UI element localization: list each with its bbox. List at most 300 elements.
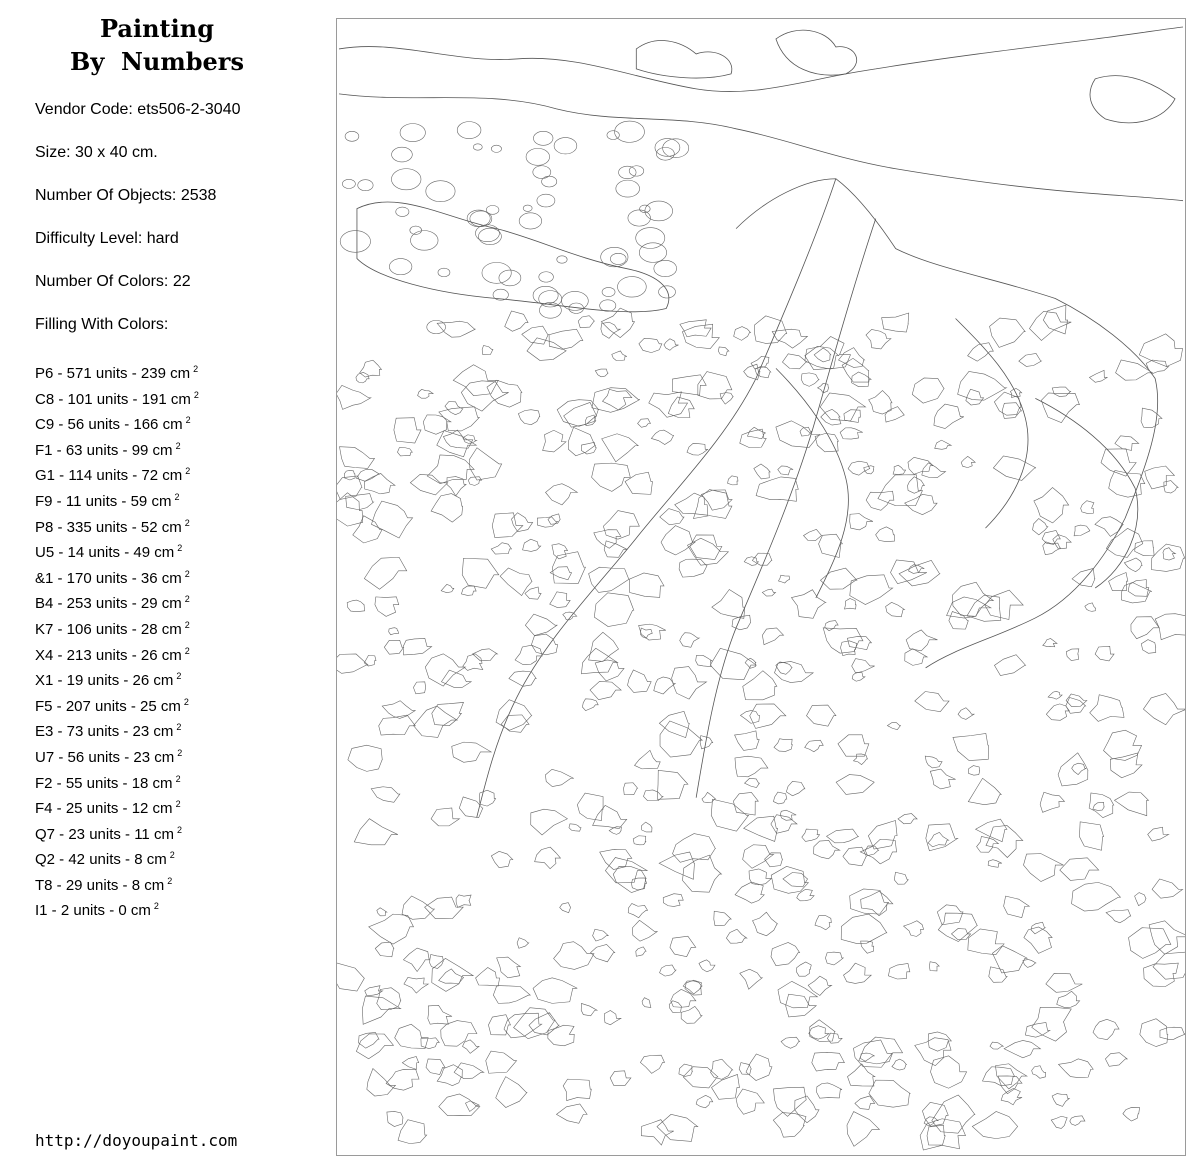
region-outline — [815, 916, 831, 930]
region-outline — [602, 287, 615, 296]
region-outline — [839, 348, 865, 368]
region-outline — [754, 464, 770, 479]
region-outline — [791, 590, 825, 619]
region-outline — [615, 121, 645, 142]
region-outline — [563, 1079, 591, 1100]
region-outline — [736, 1089, 764, 1114]
website-link[interactable]: http://doyoupaint.com — [35, 1131, 238, 1150]
region-outline — [478, 228, 501, 244]
region-outline — [735, 756, 768, 777]
region-outline — [1029, 311, 1071, 340]
objects-count: Number Of Objects: 2538 — [35, 187, 217, 204]
region-outline — [411, 231, 439, 251]
region-outline — [625, 472, 652, 494]
region-outline — [439, 1094, 480, 1116]
region-outline — [786, 994, 817, 1017]
region-outline — [371, 501, 412, 538]
region-outline — [968, 929, 1004, 955]
vendor-code: Vendor Code: ets506-2-3040 — [35, 101, 241, 118]
region-outline — [391, 169, 421, 190]
region-outline — [968, 343, 994, 361]
region-outline — [1079, 822, 1103, 850]
region-outline — [968, 778, 1001, 804]
region-outline — [1040, 792, 1064, 812]
region-outline — [499, 270, 521, 286]
color-entry — [35, 385, 199, 411]
color-entry-text: F5 - 207 units - 25 cm — [35, 697, 181, 715]
region-outline — [367, 1069, 396, 1096]
region-outline — [453, 365, 498, 396]
region-outline — [402, 896, 434, 919]
page-title — [62, 12, 252, 78]
square-superscript: 2 — [184, 645, 190, 656]
region-outline — [670, 936, 696, 956]
color-entry — [35, 538, 199, 564]
region-outline — [560, 903, 571, 913]
region-outline — [624, 783, 638, 795]
region-outline — [379, 715, 416, 735]
filling-header: Filling With Colors: — [35, 316, 169, 333]
region-outline — [492, 513, 523, 538]
region-outline — [735, 731, 760, 751]
region-outline — [493, 986, 530, 1004]
region-outline — [421, 1038, 439, 1049]
region-outline — [967, 595, 1001, 621]
region-outline — [395, 1024, 429, 1048]
color-entry — [35, 436, 199, 462]
region-outline — [452, 742, 491, 762]
square-superscript: 2 — [176, 824, 182, 835]
color-entry — [35, 794, 199, 820]
region-outline — [526, 148, 550, 165]
region-outline — [1145, 466, 1175, 489]
region-outline — [533, 166, 551, 179]
region-outline — [1043, 305, 1067, 334]
region-outline — [843, 847, 867, 866]
region-outline — [800, 427, 812, 436]
region-outline — [1131, 617, 1159, 639]
region-outline — [898, 814, 917, 824]
region-outline — [602, 389, 631, 410]
region-outline — [396, 207, 409, 216]
region-outline — [681, 1006, 702, 1023]
mountain-contour — [956, 318, 1028, 528]
region-outline — [836, 775, 874, 795]
region-outline — [743, 845, 774, 869]
region-outline — [744, 557, 758, 566]
region-outline — [926, 824, 958, 851]
region-outline — [780, 810, 796, 820]
region-outline — [887, 723, 900, 730]
region-outline — [1114, 792, 1148, 816]
region-outline — [869, 1080, 910, 1107]
region-outline — [672, 667, 707, 700]
region-outline — [469, 448, 501, 480]
color-entry-text: Q2 - 42 units - 8 cm — [35, 851, 167, 869]
region-outline — [1121, 582, 1152, 603]
region-outline — [664, 339, 679, 351]
mountain-contour — [1035, 398, 1137, 588]
region-outline — [762, 628, 783, 645]
region-outline — [850, 889, 889, 914]
region-outline — [1043, 639, 1057, 647]
square-superscript: 2 — [185, 415, 191, 426]
cloud-contour — [357, 202, 669, 312]
region-outline — [462, 558, 499, 588]
region-outline — [922, 463, 946, 478]
region-outline — [1115, 436, 1139, 451]
square-superscript: 2 — [193, 364, 199, 374]
region-outline — [1089, 793, 1114, 818]
region-outline — [590, 681, 621, 699]
region-outline — [659, 711, 689, 737]
region-outline — [710, 648, 756, 679]
region-outline — [531, 809, 568, 835]
region-outline — [1004, 1040, 1040, 1057]
region-outline — [744, 364, 760, 380]
region-outline — [711, 799, 748, 831]
region-outline — [934, 404, 964, 428]
region-outline — [522, 326, 549, 344]
region-outline — [827, 829, 859, 843]
square-superscript: 2 — [169, 850, 175, 861]
region-outline — [364, 655, 376, 666]
region-outline — [1058, 1059, 1093, 1078]
region-outline — [375, 597, 399, 617]
cloud-contour — [1090, 76, 1175, 123]
region-outline — [1089, 370, 1107, 382]
region-outline — [756, 477, 798, 501]
outline-artwork — [337, 19, 1185, 1155]
region-outline — [1085, 603, 1096, 611]
region-outline — [771, 866, 808, 893]
region-outline — [1155, 614, 1185, 640]
region-outline — [425, 897, 464, 919]
region-outline — [387, 1111, 403, 1126]
region-outline — [1103, 730, 1141, 760]
region-outline — [554, 138, 577, 154]
region-outline — [356, 1034, 393, 1059]
region-outline — [937, 905, 963, 925]
region-outline — [947, 597, 991, 618]
region-outline — [582, 699, 598, 711]
color-entry — [35, 769, 199, 795]
region-outline — [557, 256, 567, 263]
region-outline — [773, 1113, 806, 1138]
square-superscript: 2 — [184, 594, 190, 605]
color-entry-text: &1 - 170 units - 36 cm — [35, 569, 182, 587]
region-outline — [505, 311, 528, 331]
region-outline — [894, 872, 908, 884]
region-outline — [865, 846, 878, 856]
region-outline — [463, 654, 483, 671]
region-outline — [563, 612, 577, 620]
region-outline — [1052, 387, 1070, 396]
region-outline — [750, 704, 786, 729]
region-outline — [795, 1096, 819, 1123]
region-outline — [825, 952, 843, 965]
region-outline — [659, 852, 694, 879]
region-outline — [797, 889, 814, 901]
square-superscript: 2 — [177, 747, 183, 758]
square-superscript: 2 — [193, 389, 199, 400]
region-outline — [603, 511, 639, 540]
color-entry — [35, 513, 199, 539]
region-outline — [428, 1005, 452, 1024]
region-outline — [525, 587, 541, 599]
region-outline — [1095, 517, 1123, 537]
region-outline — [578, 316, 594, 328]
region-outline — [354, 819, 398, 845]
mountain-contour — [736, 179, 1158, 668]
region-outline — [773, 792, 786, 804]
region-outline — [400, 124, 425, 142]
region-outline — [755, 316, 787, 344]
region-outline — [344, 470, 355, 480]
region-outline — [1070, 1116, 1085, 1126]
region-outline — [990, 1042, 1003, 1049]
region-outline — [543, 430, 566, 452]
region-outline — [1058, 753, 1088, 786]
region-outline — [840, 428, 863, 439]
region-outline — [439, 407, 480, 431]
square-superscript: 2 — [175, 773, 181, 784]
region-outline — [853, 754, 867, 765]
region-outline — [482, 345, 493, 354]
region-outline — [732, 615, 751, 630]
region-outline — [463, 435, 477, 444]
cloud-contour — [776, 30, 857, 75]
region-outline — [842, 358, 869, 382]
region-outline — [852, 659, 875, 674]
region-outline — [805, 740, 824, 751]
region-outline — [548, 1025, 574, 1046]
region-outline — [949, 612, 968, 630]
region-outline — [639, 624, 666, 640]
region-outline — [382, 701, 415, 719]
region-outline — [1057, 991, 1080, 1007]
region-outline — [425, 654, 465, 686]
region-outline — [850, 514, 873, 530]
region-outline — [577, 793, 603, 820]
title-line-2: By Numbers — [70, 47, 244, 76]
region-outline — [1135, 541, 1154, 556]
region-outline — [569, 824, 581, 831]
region-outline — [932, 1095, 975, 1133]
region-outline — [852, 372, 871, 387]
region-outline — [515, 645, 542, 664]
region-outline — [753, 912, 778, 936]
region-outline — [1041, 393, 1079, 423]
region-outline — [1072, 882, 1121, 911]
region-outline — [591, 944, 615, 961]
region-outline — [744, 816, 778, 841]
region-outline — [456, 895, 471, 908]
region-outline — [636, 947, 646, 956]
color-entry-text: G1 - 114 units - 72 cm — [35, 467, 183, 485]
region-outline — [454, 1063, 484, 1079]
region-outline — [642, 822, 652, 832]
region-outline — [445, 402, 463, 415]
region-outline — [356, 372, 369, 382]
region-outline — [1051, 1116, 1067, 1128]
region-outline — [696, 1095, 713, 1107]
square-superscript: 2 — [185, 466, 191, 477]
region-outline — [663, 139, 689, 158]
region-outline — [369, 914, 414, 944]
region-outline — [989, 967, 1007, 982]
region-outline — [641, 628, 653, 638]
region-outline — [482, 262, 511, 283]
cloud-contour — [339, 94, 1183, 201]
region-outline — [961, 456, 975, 467]
region-outline — [882, 313, 909, 332]
region-outline — [1123, 1107, 1140, 1121]
region-outline — [859, 1037, 903, 1064]
color-list — [35, 359, 199, 922]
region-outline — [535, 847, 561, 869]
region-outline — [537, 517, 557, 527]
square-superscript: 2 — [153, 901, 159, 912]
color-entry — [35, 743, 199, 769]
region-outline — [1135, 893, 1146, 906]
color-entry-text: P8 - 335 units - 52 cm — [35, 518, 182, 536]
region-outline — [893, 465, 905, 474]
region-outline — [589, 632, 619, 661]
region-outline — [461, 381, 508, 411]
region-outline — [778, 981, 818, 1008]
square-superscript: 2 — [167, 875, 173, 886]
region-outline — [468, 477, 481, 486]
region-outline — [1052, 1094, 1069, 1107]
region-outline — [437, 321, 475, 337]
region-outline — [972, 1111, 1017, 1138]
region-outline — [818, 383, 829, 392]
color-entry-text: X1 - 19 units - 26 cm — [35, 672, 174, 690]
region-outline — [1025, 1022, 1050, 1037]
region-outline — [679, 559, 707, 577]
region-outline — [504, 1013, 542, 1038]
region-outline — [928, 1032, 951, 1051]
region-outline — [733, 792, 758, 815]
region-outline — [680, 633, 700, 648]
region-outline — [1033, 519, 1048, 535]
region-outline — [752, 553, 772, 565]
region-outline — [762, 589, 775, 596]
region-outline — [841, 914, 887, 943]
region-outline — [432, 958, 473, 991]
region-outline — [496, 1077, 527, 1108]
region-outline — [986, 825, 1023, 857]
region-outline — [786, 781, 805, 795]
region-outline — [595, 660, 624, 681]
region-outline — [441, 670, 471, 687]
region-outline — [930, 769, 955, 789]
region-outline — [612, 351, 627, 361]
region-outline — [518, 410, 539, 425]
region-outline — [886, 602, 905, 616]
region-outline — [774, 739, 792, 752]
color-entry-text: P6 - 571 units - 239 cm — [35, 365, 191, 382]
region-outline — [1105, 1053, 1127, 1067]
region-outline — [339, 447, 374, 469]
region-outline — [888, 963, 909, 979]
region-outline — [491, 543, 511, 554]
region-outline — [1042, 530, 1060, 544]
region-outline — [533, 978, 577, 1004]
region-outline — [663, 894, 683, 907]
region-outline — [604, 1010, 621, 1024]
region-outline — [651, 430, 673, 444]
region-outline — [820, 393, 865, 421]
region-outline — [486, 205, 499, 214]
region-outline — [364, 473, 395, 493]
region-outline — [781, 1037, 800, 1048]
region-outline — [511, 513, 532, 532]
color-entry-text: B4 - 253 units - 29 cm — [35, 595, 182, 613]
color-entry-text: C9 - 56 units - 166 cm — [35, 416, 183, 434]
region-outline — [1139, 334, 1182, 367]
region-outline — [905, 649, 927, 666]
difficulty-level: Difficulty Level: hard — [35, 230, 179, 247]
region-outline — [427, 320, 446, 333]
region-outline — [904, 921, 924, 937]
color-entry-text: X4 - 213 units - 26 cm — [35, 646, 182, 664]
region-outline — [358, 180, 373, 191]
region-outline — [929, 962, 939, 971]
color-entry-text: I1 - 2 units - 0 cm — [35, 902, 151, 920]
region-outline — [772, 329, 807, 348]
region-outline — [636, 228, 665, 249]
region-outline — [594, 593, 634, 627]
square-superscript: 2 — [176, 671, 182, 682]
region-outline — [410, 226, 422, 234]
region-outline — [438, 268, 450, 277]
region-outline — [426, 181, 455, 202]
region-outline — [925, 756, 942, 768]
region-outline — [699, 960, 715, 972]
region-outline — [938, 913, 977, 942]
color-entry-text: C8 - 101 units - 191 cm — [35, 390, 191, 408]
color-entry — [35, 641, 199, 667]
region-outline — [866, 491, 894, 510]
region-outline — [427, 455, 474, 484]
region-outline — [990, 318, 1026, 347]
region-outline — [680, 320, 711, 337]
region-outline — [1031, 922, 1045, 934]
region-outline — [377, 908, 387, 916]
color-entry-text: F9 - 11 units - 59 cm — [35, 492, 172, 510]
region-outline — [1093, 802, 1104, 810]
region-outline — [1081, 501, 1094, 514]
color-entry-text: K7 - 106 units - 28 cm — [35, 620, 182, 638]
region-outline — [806, 705, 835, 726]
region-outline — [337, 654, 368, 673]
region-outline — [838, 735, 869, 756]
region-outline — [1148, 827, 1169, 841]
region-outline — [360, 360, 382, 377]
region-outline — [568, 427, 595, 455]
color-entry — [35, 461, 199, 487]
region-outline — [660, 965, 676, 976]
color-entry-text: Q7 - 23 units - 11 cm — [35, 825, 174, 843]
region-outline — [431, 808, 459, 826]
region-outline — [1066, 694, 1087, 707]
region-outline — [920, 1119, 965, 1150]
region-outline — [958, 708, 974, 720]
region-outline — [1060, 858, 1099, 881]
region-outline — [539, 272, 554, 282]
